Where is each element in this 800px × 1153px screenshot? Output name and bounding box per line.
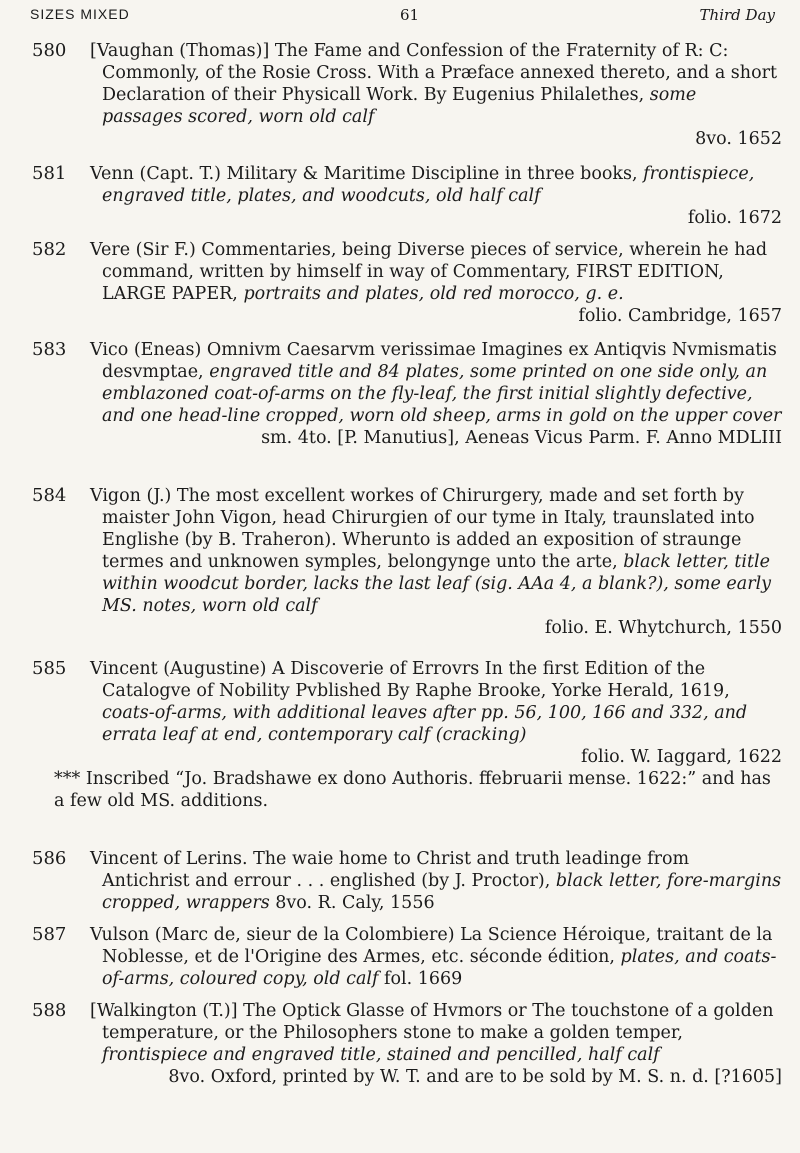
page-header	[30, 6, 775, 28]
lot-entry	[32, 40, 782, 150]
lot-entry	[32, 848, 782, 914]
lot-imprint: 8vo. 1652	[695, 129, 782, 149]
lot-number: 581	[32, 163, 67, 184]
lot-description	[90, 658, 782, 768]
lot-description	[90, 848, 782, 914]
lot-title: Vulson (Marc de, sieur de la Colombiere) La Science Héroique, traitant de la Noblesse, et de l'Origine des Armes, etc. séconde édition,	[90, 925, 773, 967]
lot-number: 585	[32, 658, 67, 679]
lot-title: Vincent (Augustine) A Discoverie of Errovrs In the first Edition of the Catalogve of Nobility Pvblished By Raphe Brooke, Yorke Herald, 1619,	[90, 659, 730, 701]
header-section: SIZES MIXED	[30, 6, 130, 22]
lot-description	[90, 163, 782, 229]
lot-entry	[32, 239, 782, 327]
lot-entry	[32, 485, 782, 639]
lot-condition: black letter, fore-margins cropped, wrappers	[102, 871, 782, 913]
lot-entry	[32, 163, 782, 229]
lot-title: [Vaughan (Thomas)] The Fame and Confession of the Fraternity of R: C: Commonly, of the Rosie Cross. With a Præface annexed thereto, and a short Declaration of their Physicall Work. By Eugenius Philalethes,	[90, 41, 777, 105]
lot-number: 584	[32, 485, 67, 506]
lot-imprint: folio. 1672	[687, 208, 782, 228]
lot-title: Vico (Eneas) Omnivm Caesarvm verissimae Imagines ex Antiqvis Nvmismatis desvmptae,	[90, 340, 777, 382]
lot-description	[90, 339, 782, 449]
lot-imprint: folio. Cambridge, 1657	[578, 306, 782, 326]
lot-condition: portraits and plates, old red morocco, g. e.	[243, 284, 624, 304]
lot-imprint: 8vo. Oxford, printed by W. T. and are to be sold by M. S. n. d. [?1605]	[168, 1067, 782, 1087]
lot-entry	[32, 1000, 782, 1088]
lot-description	[90, 239, 782, 327]
lot-number: 586	[32, 848, 67, 869]
lot-number: 583	[32, 339, 67, 360]
lot-imprint: fol. 1669	[384, 969, 463, 989]
lot-imprint: 8vo. R. Caly, 1556	[275, 893, 435, 913]
lot-title: Vincent of Lerins. The waie home to Christ and truth leadinge from Antichrist and errour . . . englished (by J. Proctor),	[90, 849, 690, 891]
lot-entry	[32, 339, 782, 449]
lot-description	[90, 1000, 782, 1088]
lot-condition: black letter, title within woodcut border, lacks the last leaf (sig. AAa 4, a blank?), some early MS. notes, worn old calf	[102, 552, 772, 616]
lot-title: Venn (Capt. T.) Military & Maritime Discipline in three books,	[90, 164, 638, 184]
lot-title: Vere (Sir F.) Commentaries, being Diverse pieces of service, wherein he had command, written by himself in way of Commentary, FIRST EDITION, LARGE PAPER,	[90, 240, 768, 304]
lot-number: 580	[32, 40, 67, 61]
lot-title: Vigon (J.) The most excellent workes of Chirurgery, made and set forth by maister John Vigon, head Chirurgien of our tyme in Italy, traunslated into Englishe (by B. Traheron). Wherunto is added an exposition of straunge termes and unknowen symples, belongynge unto the arte,	[90, 486, 755, 572]
lot-number: 582	[32, 239, 67, 260]
header-day: Third Day	[699, 6, 775, 24]
lot-description	[90, 485, 782, 639]
lot-imprint: folio. E. Whytchurch, 1550	[544, 618, 782, 638]
lot-number: 588	[32, 1000, 67, 1021]
lot-note: *** Inscribed “Jo. Bradshawe ex dono Authoris. ffebruarii mense. 1622:” and has a few old MS. additions.	[54, 769, 771, 811]
lot-condition: frontispiece, engraved title, plates, and woodcuts, old half calf	[102, 164, 755, 206]
lot-condition: some passages scored, worn old calf	[102, 85, 697, 127]
lot-condition: plates, and coats-of-arms, coloured copy, old calf	[102, 947, 777, 989]
lot-condition: coats-of-arms, with additional leaves after pp. 56, 100, 166 and 332, and errata leaf at end, contemporary calf (cracking)	[102, 703, 748, 745]
lot-imprint: folio. W. Iaggard, 1622	[580, 747, 782, 767]
lot-description	[90, 924, 782, 990]
lot-title: [Walkington (T.)] The Optick Glasse of Hvmors or The touchstone of a golden temperature, or the Philosophers stone to make a golden temper,	[90, 1001, 774, 1043]
lot-entry	[32, 924, 782, 990]
lot-imprint: sm. 4to. [P. Manutius], Aeneas Vicus Parm. F. Anno MDLIII	[261, 428, 782, 448]
lot-condition: engraved title and 84 plates, some printed on one side only, an emblazoned coat-of-arms on the fly-leaf, the first initial slightly defective, and one head-line cropped, worn old sheep, arms in gold on the upper cover	[102, 362, 782, 426]
lot-description	[90, 40, 782, 150]
lot-condition: frontispiece and engraved title, stained and pencilled, half calf	[102, 1045, 660, 1065]
lot-number: 587	[32, 924, 67, 945]
lot-entry	[32, 658, 782, 812]
page-number: 61	[400, 6, 420, 24]
